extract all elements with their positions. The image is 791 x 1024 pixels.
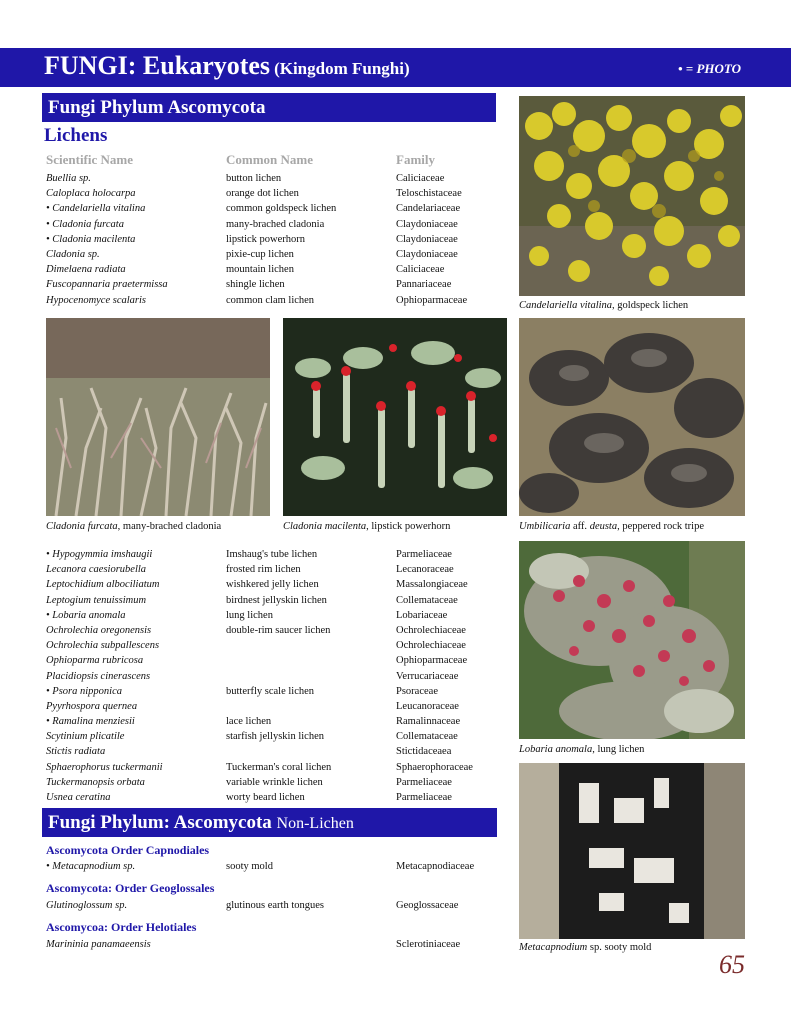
family-name: Collemataceae	[396, 731, 458, 743]
family-name: Caliciaceae	[396, 264, 445, 276]
common-name: double-rim saucer lichen	[226, 624, 331, 636]
scientific-name: Leptogium tenuissimum	[46, 594, 147, 606]
list-row	[46, 262, 506, 277]
family-name: Metacapnodiaceae	[396, 861, 475, 872]
family-name: Caliciaceae	[396, 173, 445, 184]
column-header-family: Family	[396, 152, 435, 167]
common-name: pixie-cup lichen	[226, 248, 294, 260]
list-row	[46, 760, 506, 775]
list-row	[46, 714, 506, 729]
order-list	[46, 937, 506, 952]
list-row	[46, 729, 506, 744]
common-name: glutinous earth tongues	[226, 900, 324, 911]
scientific-name: Dimelaena radiata	[46, 264, 126, 276]
order-heading: Ascomycota Order Capnodiales	[46, 843, 210, 857]
list-row	[46, 247, 506, 262]
family-name: Stictidaceaea	[396, 746, 452, 758]
scientific-name: Placidiopsis cinerascens	[46, 670, 151, 682]
caption-goldspeck: Candelariella vitalina, goldspeck lichen	[519, 300, 689, 311]
list-row	[46, 937, 506, 952]
family-name: Lobariaceae	[396, 609, 448, 621]
photo-legend: • = PHOTO	[678, 61, 741, 76]
common-name: orange dot lichen	[226, 188, 299, 200]
list-row	[46, 898, 506, 913]
scientific-name: Marininia panamaeensis	[46, 939, 151, 950]
scientific-name: Glutinoglossum sp.	[46, 900, 128, 911]
family-name: Parmeliaceae	[396, 776, 452, 788]
scientific-name: Hypocenomyce scalaris	[46, 294, 147, 306]
list-row	[46, 562, 506, 577]
family-name: Teloschistaceae	[396, 188, 462, 200]
list-row	[46, 775, 506, 790]
phylum-suffix: Non-Lichen	[276, 815, 354, 832]
family-name: Parmeliaceae	[396, 792, 452, 803]
photo-metacapnodium	[519, 763, 745, 939]
common-name: worty beard lichen	[226, 792, 305, 803]
caption-cladonia-furcata: Cladonia furcata, many-brached cladonia	[46, 521, 222, 532]
family-name: Leucanoraceae	[396, 700, 459, 712]
caption-metacapnodium: Metacapnodium sp. sooty mold	[519, 942, 652, 953]
order-list	[46, 898, 506, 913]
common-name: birdnest jellyskin lichen	[226, 594, 327, 606]
list-row	[46, 217, 506, 232]
common-name	[226, 744, 396, 759]
page-banner	[0, 48, 791, 87]
family-name: Verrucariaceae	[396, 670, 459, 682]
family-name: Sphaerophoraceae	[396, 761, 473, 773]
banner-title: FUNGI: Eukaryotes (Kingdom Funghi)	[44, 51, 410, 80]
section-heading-lichens: Lichens	[44, 125, 108, 146]
column-header-common: Common Name	[226, 152, 314, 167]
column-header-scientific: Scientific Name	[46, 152, 134, 167]
family-name: Ophioparmaceae	[396, 294, 468, 306]
common-name: lipstick powerhorn	[226, 233, 306, 245]
family-name: Massalongiaceae	[396, 579, 468, 591]
photo-umbilicaria	[519, 318, 745, 516]
photo-cladonia-furcata	[46, 318, 270, 516]
list-row	[46, 669, 506, 684]
lichen-list-b	[46, 547, 506, 805]
family-name: Ochrolechiaceae	[396, 624, 466, 636]
order-list	[46, 859, 506, 874]
list-row	[46, 593, 506, 608]
scientific-name: Cladonia sp.	[46, 248, 100, 260]
family-name: Claydoniaceae	[396, 218, 458, 230]
list-row	[46, 293, 506, 308]
list-row	[46, 277, 506, 292]
scientific-name: Ochrolechia oregonensis	[46, 624, 152, 636]
common-name	[226, 653, 396, 668]
scientific-name: • Psora nipponica	[46, 685, 123, 697]
scientific-name: • Metacapnodium sp.	[46, 861, 136, 872]
family-name: Candelariaceae	[396, 203, 461, 215]
family-name: Claydoniaceae	[396, 248, 458, 260]
scientific-name: Caloplaca holocarpa	[46, 188, 136, 200]
scientific-name: Ophioparma rubricosa	[46, 655, 144, 667]
list-row	[46, 653, 506, 668]
list-row	[46, 186, 506, 201]
scientific-name: Leptochidium albociliatum	[46, 579, 160, 591]
phylum-header: Fungi Phylum Ascomycota	[42, 93, 496, 122]
scientific-name: • Candelariella vitalina	[46, 203, 146, 215]
list-row	[46, 171, 506, 186]
list-row	[46, 201, 506, 216]
photo-cladonia-macilenta	[283, 318, 507, 516]
list-row	[46, 232, 506, 247]
scientific-name: • Ramalina menziesii	[46, 716, 135, 728]
family-name: Ramalinnaceae	[396, 716, 461, 728]
list-row	[46, 638, 506, 653]
common-name: common clam lichen	[226, 294, 315, 306]
family-name: Psoraceae	[396, 685, 438, 697]
family-name: Ophioparmaceae	[396, 655, 468, 667]
list-row	[46, 547, 506, 562]
common-name: common goldspeck lichen	[226, 203, 337, 215]
list-row	[46, 684, 506, 699]
list-row	[46, 608, 506, 623]
photo-goldspeck-lichen	[519, 96, 745, 296]
common-name: lung lichen	[226, 609, 273, 621]
caption-umbilicaria: Umbilicaria aff. deusta, peppered rock tripe	[519, 521, 704, 532]
common-name: Tuckerman's coral lichen	[226, 761, 332, 773]
caption-lobaria: Lobaria anomala, lung lichen	[519, 744, 645, 755]
lichen-list-a	[46, 171, 506, 308]
common-name: lace lichen	[226, 716, 272, 728]
common-name	[226, 937, 396, 952]
common-name	[226, 638, 396, 653]
order-heading: Ascomycoa: Order Helotiales	[46, 920, 197, 934]
common-name: sooty mold	[226, 861, 273, 872]
list-row	[46, 790, 506, 805]
scientific-name: Pyyrhospora quernea	[46, 700, 138, 712]
scientific-name: Stictis radiata	[46, 746, 106, 758]
common-name: butterfly scale lichen	[226, 685, 315, 697]
family-name: Claydoniaceae	[396, 233, 458, 245]
list-row	[46, 744, 506, 759]
scientific-name: • Cladonia macilenta	[46, 233, 136, 245]
scientific-name: • Cladonia furcata	[46, 218, 124, 230]
order-heading: Ascomycota: Order Geoglossales	[46, 881, 215, 895]
common-name	[226, 699, 396, 714]
scientific-name: • Lobaria anomala	[46, 609, 126, 621]
family-name: Pannariaceae	[396, 279, 452, 291]
list-row	[46, 577, 506, 592]
common-name: starfish jellyskin lichen	[226, 731, 324, 743]
scientific-name: Sphaerophorus tuckermanii	[46, 761, 163, 773]
phylum-header-non-lichen: Fungi Phylum: Ascomycota Non-Lichen	[42, 808, 497, 837]
common-name	[226, 669, 396, 684]
list-row	[46, 699, 506, 714]
family-name: Sclerotiniaceae	[396, 939, 461, 950]
scientific-name: Usnea ceratina	[46, 792, 111, 803]
scientific-name: Fuscopannaria praetermissa	[46, 279, 168, 291]
family-name: Ochrolechiaceae	[396, 640, 466, 652]
caption-cladonia-macilenta: Cladonia macilenta, lipstick powerhorn	[283, 521, 451, 532]
common-name: variable wrinkle lichen	[226, 776, 323, 788]
scientific-name: Scytinium plicatile	[46, 731, 125, 743]
common-name: wishkered jelly lichen	[226, 579, 319, 591]
page-number: 65	[719, 950, 745, 979]
common-name: button lichen	[226, 173, 282, 184]
common-name: shingle lichen	[226, 279, 285, 291]
scientific-name: Buellia sp.	[46, 173, 91, 184]
family-name: Collemataceae	[396, 594, 458, 606]
scientific-name: Ochrolechia subpallescens	[46, 640, 160, 652]
list-row	[46, 859, 506, 874]
common-name: Imshaug's tube lichen	[226, 549, 318, 560]
photo-lobaria	[519, 541, 745, 739]
scientific-name: Tuckermanopsis orbata	[46, 776, 145, 788]
common-name: frosted rim lichen	[226, 564, 301, 576]
list-row	[46, 623, 506, 638]
family-name: Lecanoraceae	[396, 564, 454, 576]
family-name: Geoglossaceae	[396, 900, 459, 911]
scientific-name: • Hypogymmia imshaugii	[46, 549, 153, 560]
scientific-name: Lecanora caesiorubella	[46, 564, 147, 576]
common-name: many-brached cladonia	[226, 218, 325, 230]
banner-subtitle: (Kingdom Funghi)	[274, 59, 410, 78]
family-name: Parmeliaceae	[396, 549, 452, 560]
common-name: mountain lichen	[226, 264, 294, 276]
